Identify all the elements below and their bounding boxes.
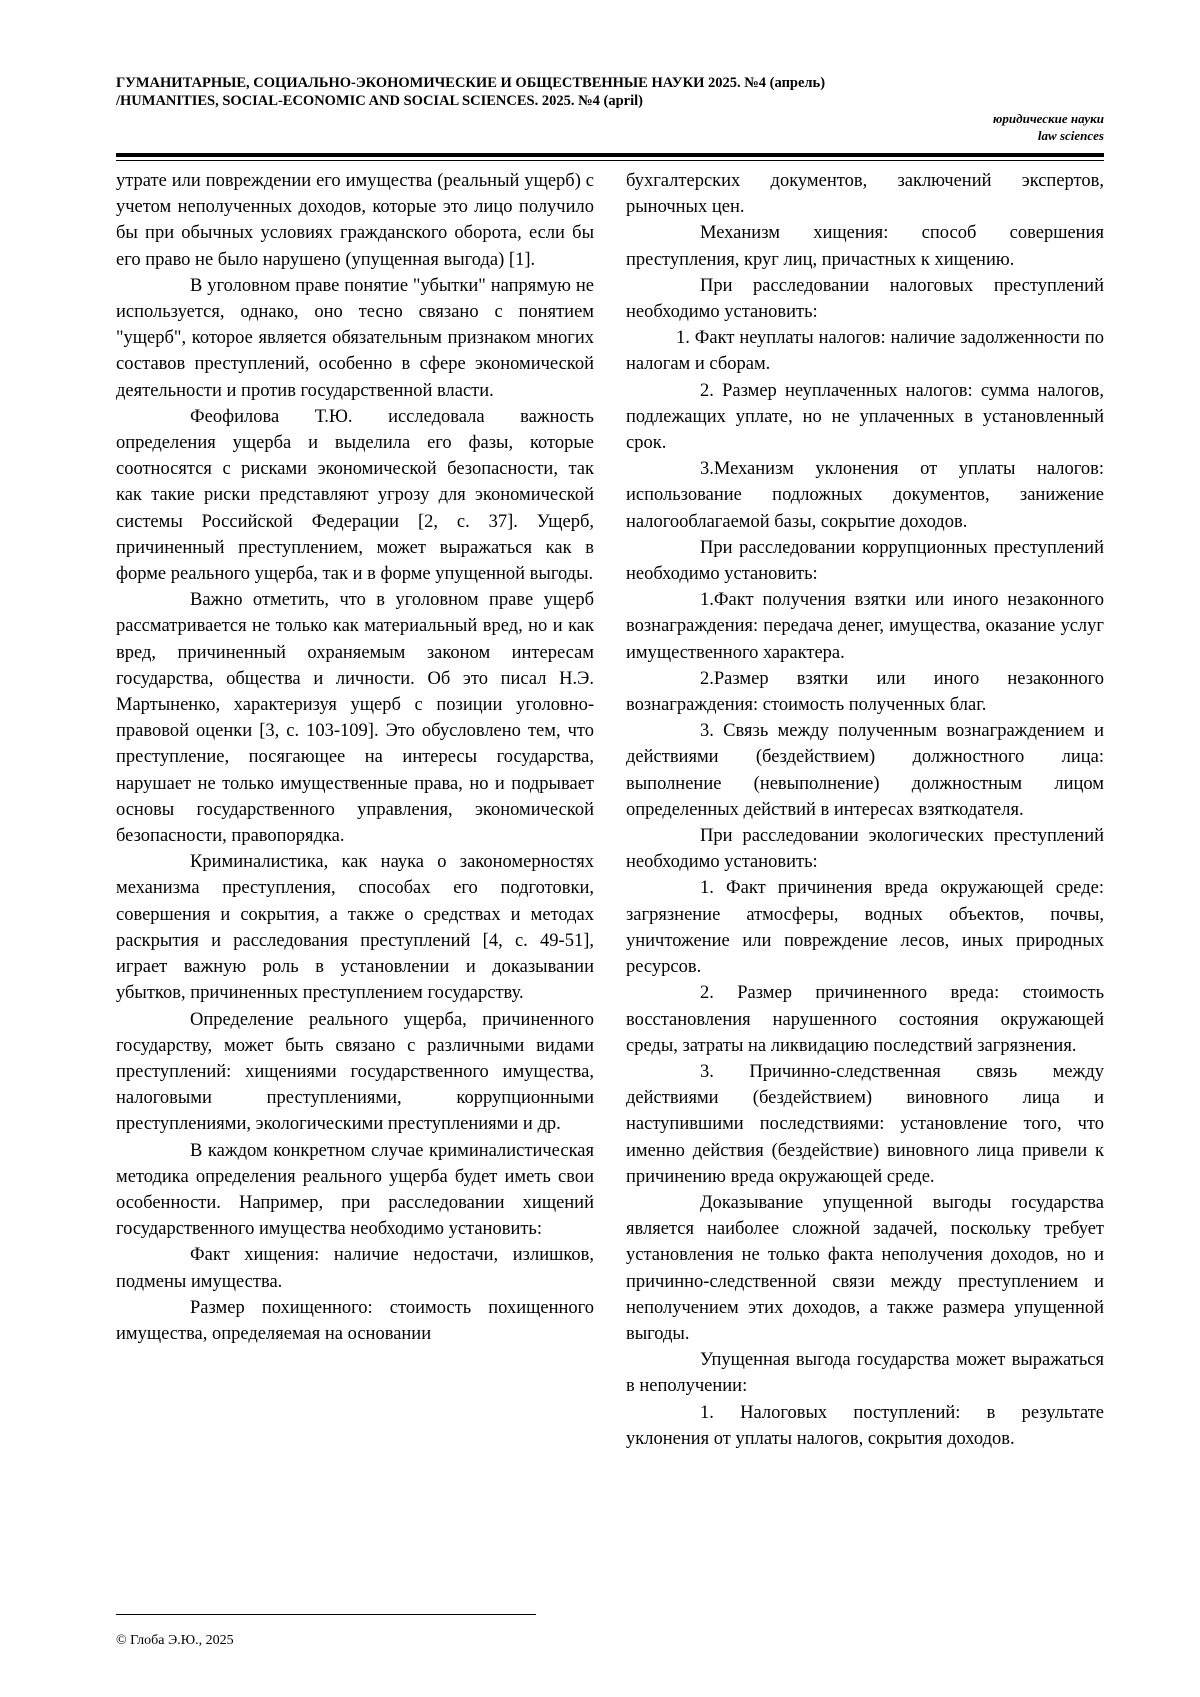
section-label [993,110,1104,144]
paragraph: Феофилова Т.Ю. исследовала важность определения ущерба и выделила его фазы, которые соотносятся с рисками экономической безопасности, так как такие риски представляют угрозу для экономической системы Российской Федерации [2, с. 37]. Ущерб, причиненный преступлением, может выражаться как в форме реального ущерба, так и в форме упущенной выгоды. [116,406,594,585]
footnote-rule [116,1614,536,1615]
paragraph: Важно отметить, что в уголовном праве ущерб рассматривается не только как материальный вред, но и как вред, причиненный охраняемым законом интересам государства, общества и личности. Об это писал Н.Э. Мартыненко, характеризуя ущерб с позиции уголовно-правовой оценки [3, с. 103-109]. Это обусловлено тем, что преступление, посягающее на интересы государства, нарушает не только имущественные права, но и подрывает основы государственного управления, экономической безопасности, правопорядка. [116,590,594,847]
section-label-en: law sciences [1037,128,1104,143]
paragraph: В каждом конкретном случае криминалистическая методика определения реального ущерба будет иметь свои особенности. Например, при расследовании хищений государственного имущества необходимо установить: [116,1140,594,1240]
paragraph: Определение реального ущерба, причиненного государству, может быть связано с различными видами преступлений: хищениями государственного имущества, налоговыми преступлениями, коррупционными преступлениями, экологическими преступлениями и др. [116,1009,594,1135]
list-item: 2. Размер причиненного вреда: стоимость восстановления нарушенного состояния окружающей среды, затраты на ликвидацию последствий загрязнения. [626,983,1104,1056]
right-column [626,168,1104,1452]
list-item: 1. Факт неуплаты налогов: наличие задолженности по налогам и сборам. [626,328,1104,375]
paragraph: При расследовании налоговых преступлений необходимо установить: [626,275,1104,323]
paragraph: Доказывание упущенной выгоды государства является наиболее сложной задачей, поскольку требует установления не только факта неполучения доходов, но и причинно-следственной связи между преступлением и неполучением этих доходов, а также размера упущенной выгоды. [626,1192,1104,1344]
journal-title-en: /HUMANITIES, SOCIAL-ECONOMIC AND SOCIAL SCIENCES. 2025. №4 (april) [116,93,643,109]
list-item: 2. Размер неуплаченных налогов: сумма налогов, подлежащих уплате, но не уплаченных в установленный срок. [626,380,1104,454]
copyright-note: © Глоба Э.Ю., 2025 [116,1633,234,1648]
paragraph: утрате или повреждении его имущества (реальный ущерб) с учетом неполученных доходов, которые это лицо получило бы при обычных условиях гражданского оборота, если бы его право не было нарушено (упущенная выгода) [1]. [116,171,594,270]
header-rule-thick [116,153,1104,157]
paragraph: При расследовании экологических преступлений необходимо установить: [626,826,1104,873]
journal-header [116,74,1106,110]
header-rule-thin [116,160,1104,161]
journal-title-ru: ГУМАНИТАРНЫЕ, СОЦИАЛЬНО-ЭКОНОМИЧЕСКИЕ И ОБЩЕСТВЕННЫЕ НАУКИ 2025. №4 (апрель) [116,75,826,91]
paragraph: Механизм хищения: способ совершения преступления, круг лиц, причастных к хищению. [626,223,1104,270]
list-item: 3. Связь между полученным вознаграждением и действиями (бездействием) должностного лица: выполнение (невыполнение) должностным лицом определенных действий в интересах взяткодателя. [626,721,1104,820]
paragraph: бухгалтерских документов, заключений экспертов, рыночных цен. [626,171,1104,218]
section-label-ru: юридические науки [992,111,1104,126]
paragraph: Размер похищенного: стоимость похищенного имущества, определяемая на основании [116,1297,594,1344]
list-item: 2.Размер взятки или иного незаконного вознаграждения: стоимость полученных благ. [626,668,1104,716]
paragraph: Криминалистика, как наука о закономерностях механизма преступления, способах его подготовки, совершения и сокрытия, а также о средствах и методах раскрытия и расследования преступлений [4, с. 49-51], играет важную роль в установлении и доказывании убытков, причиненных преступлением государству. [116,852,594,1004]
paragraph: Упущенная выгода государства может выражаться в неполучении: [626,1350,1104,1397]
paragraph: Факт хищения: наличие недостачи, излишков, подмены имущества. [116,1245,594,1292]
list-item: 1. Налоговых поступлений: в результате уклонения от уплаты налогов, сокрытия доходов. [626,1402,1104,1449]
paragraph: При расследовании коррупционных преступлений необходимо установить: [626,537,1104,585]
list-item: 3. Причинно-следственная связь между действиями (бездействием) виновного лица и наступившими последствиями: установление того, что именно действия (бездействие) виновного лица привели к причинению вреда окружающей среде. [626,1061,1104,1187]
list-item: 1.Факт получения взятки или иного незаконного вознаграждения: передача денег, имущества, оказание услуг имущественного характера. [626,590,1104,663]
left-column [116,168,594,1347]
list-item: 1. Факт причинения вреда окружающей среде: загрязнение атмосферы, водных объектов, почвы, уничтожение или повреждение лесов, иных природных ресурсов. [626,878,1104,978]
list-item: 3.Механизм уклонения от уплаты налогов: использование подложных документов, занижение налогооблагаемой базы, сокрытие доходов. [626,459,1104,532]
paragraph: В уголовном праве понятие "убытки" напрямую не используется, однако, оно тесно связано с понятием "ущерб", которое является обязательным признаком многих составов преступлений, особенно в сфере экономической деятельности и против государственной власти. [116,275,594,401]
